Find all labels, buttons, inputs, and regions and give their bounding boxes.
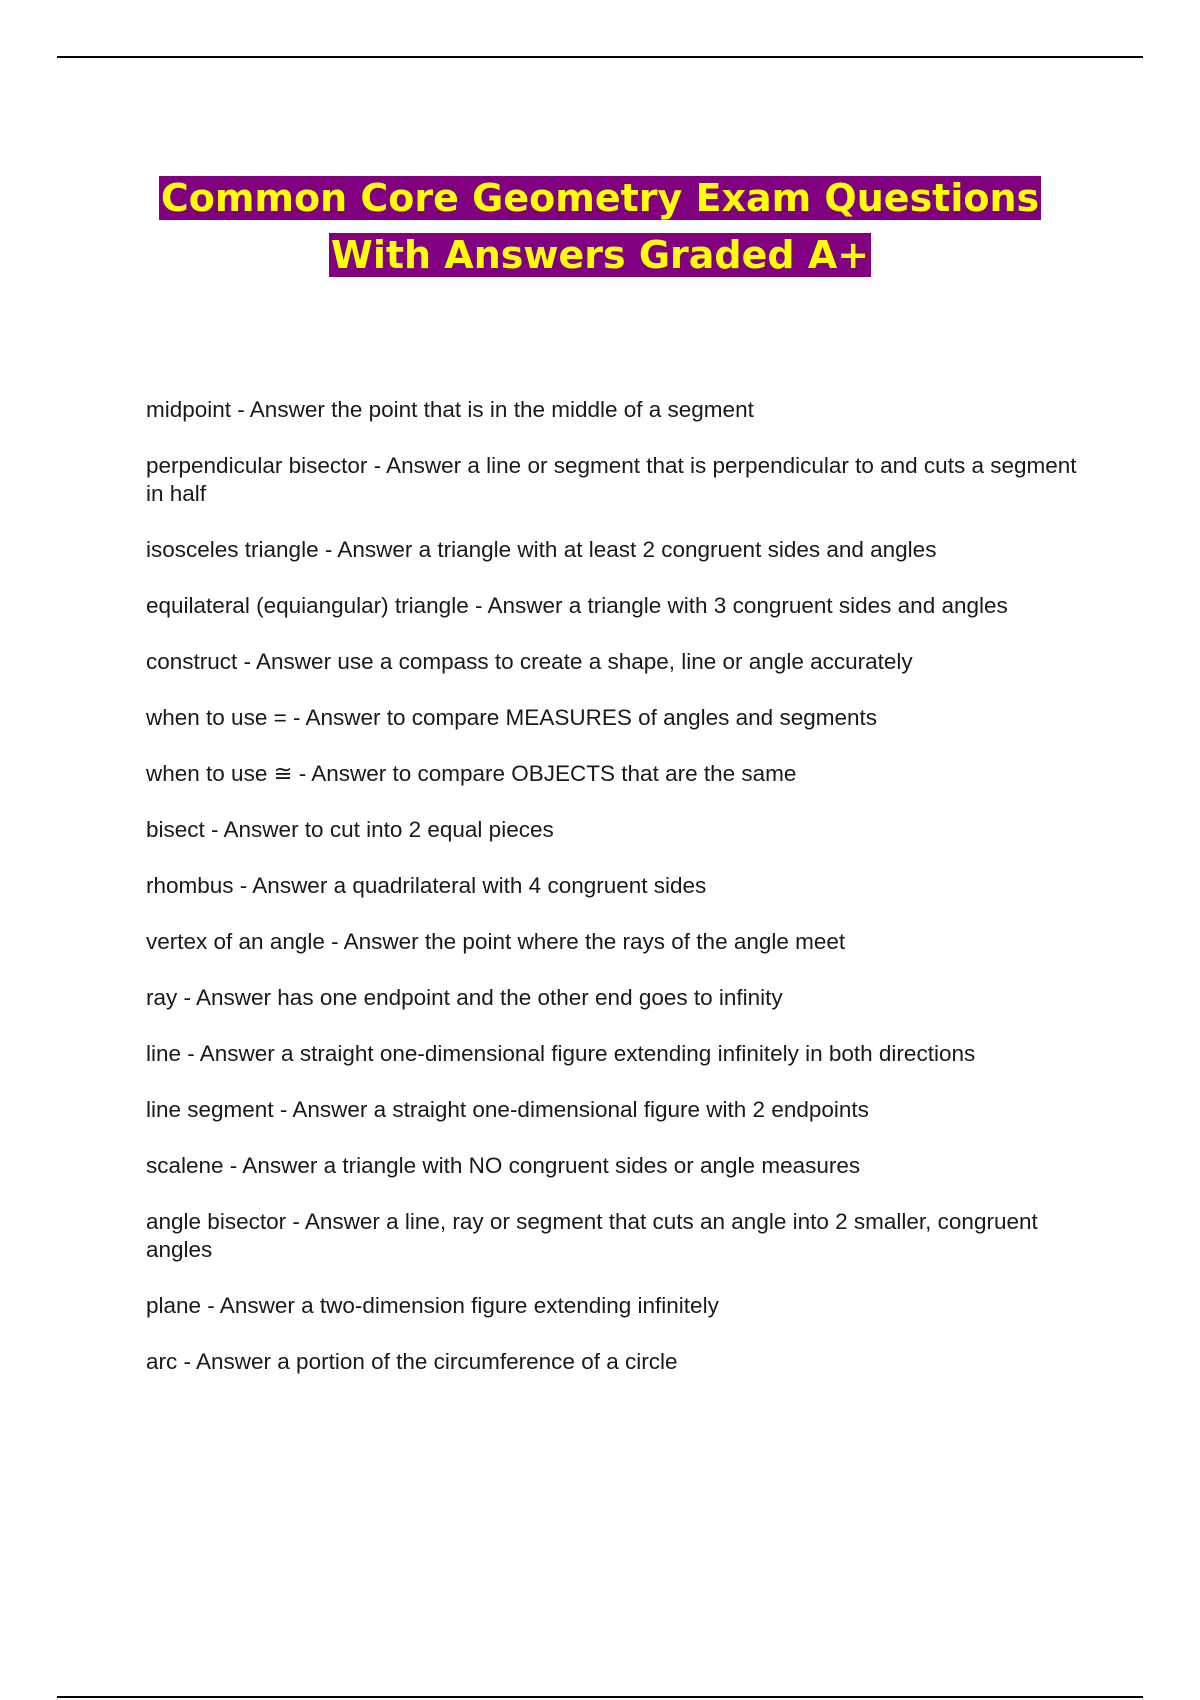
- title-line-2: With Answers Graded A+: [330, 233, 870, 278]
- qa-item: when to use ≅ - Answer to compare OBJECTS that are the same: [146, 761, 797, 786]
- title-line-1: Common Core Geometry Exam Questions: [160, 176, 1040, 221]
- qa-item: ray - Answer has one endpoint and the other end goes to infinity: [146, 985, 783, 1010]
- qa-item: vertex of an angle - Answer the point where the rays of the angle meet: [146, 929, 846, 954]
- qa-item: angle bisector - Answer a line, ray or segment that cuts an angle into 2 smaller, congruent angles: [146, 1209, 1038, 1262]
- top-divider: [57, 56, 1143, 58]
- qa-item: equilateral (equiangular) triangle - Answer a triangle with 3 congruent sides and angles: [146, 593, 1008, 618]
- page-title: [0, 170, 1200, 284]
- qa-item: when to use = - Answer to compare MEASURES of angles and segments: [146, 705, 877, 730]
- qa-list: [146, 396, 1086, 1404]
- qa-item: line - Answer a straight one-dimensional figure extending infinitely in both directions: [146, 1041, 976, 1066]
- qa-item: isosceles triangle - Answer a triangle with at least 2 congruent sides and angles: [146, 537, 937, 562]
- qa-item: arc - Answer a portion of the circumference of a circle: [146, 1349, 678, 1374]
- qa-item: bisect - Answer to cut into 2 equal pieces: [146, 817, 554, 842]
- qa-item: line segment - Answer a straight one-dimensional figure with 2 endpoints: [146, 1097, 869, 1122]
- qa-item: plane - Answer a two-dimension figure extending infinitely: [146, 1293, 719, 1318]
- qa-item: scalene - Answer a triangle with NO congruent sides or angle measures: [146, 1153, 861, 1178]
- bottom-divider: [57, 1696, 1143, 1698]
- qa-item: perpendicular bisector - Answer a line or segment that is perpendicular to and cuts a segment in half: [146, 453, 1077, 506]
- qa-item: rhombus - Answer a quadrilateral with 4 congruent sides: [146, 873, 707, 898]
- qa-item: midpoint - Answer the point that is in the middle of a segment: [146, 397, 754, 422]
- qa-item: construct - Answer use a compass to create a shape, line or angle accurately: [146, 649, 913, 674]
